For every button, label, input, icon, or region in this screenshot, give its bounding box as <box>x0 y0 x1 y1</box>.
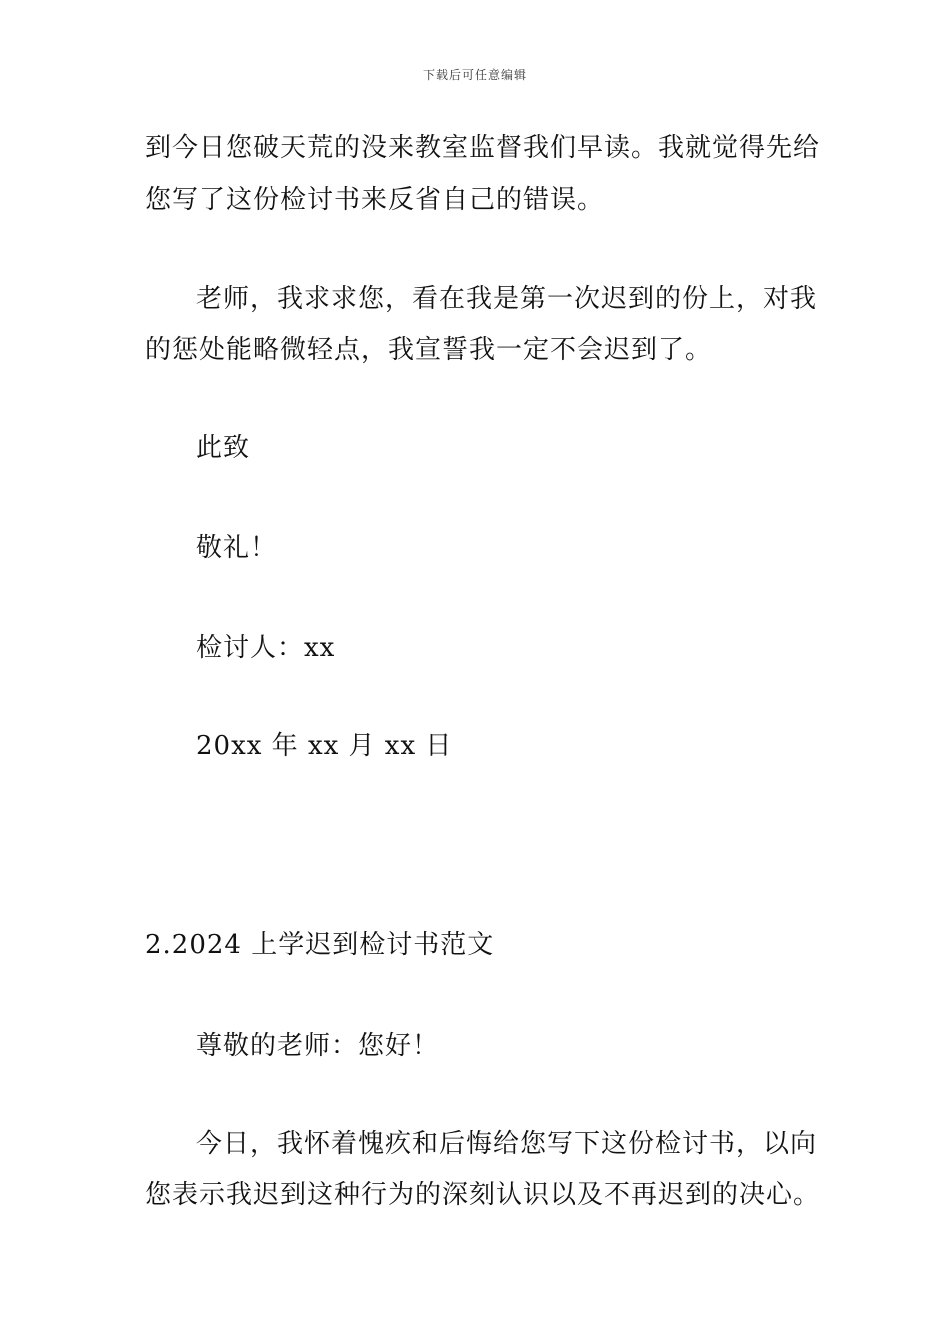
closing-text: 此致 <box>196 433 251 463</box>
section-title: 2.2024 上学迟到检讨书范文 <box>145 930 495 960</box>
paragraph-2-line-2: 的惩处能略微轻点，我宣誓我一定不会迟到了。 <box>145 335 713 365</box>
paragraph-1-line-1: 到今日您破天荒的没来教室监督我们早读。我就觉得先给 <box>145 133 821 163</box>
signer-text: 检讨人：xx <box>196 633 336 663</box>
paragraph-3-line-2: 您表示我迟到这种行为的深刻认识以及不再迟到的决心。 <box>145 1180 821 1210</box>
salute-text: 敬礼！ <box>196 533 278 563</box>
date-text: 20xx 年 xx 月 xx 日 <box>196 731 453 761</box>
greeting-text: 尊敬的老师：您好！ <box>196 1031 440 1061</box>
page-header: 下载后可任意编辑 <box>422 68 527 82</box>
paragraph-1-line-2: 您写了这份检讨书来反省自己的错误。 <box>145 185 605 215</box>
paragraph-2-line-1: 老师，我求求您，看在我是第一次迟到的份上，对我 <box>196 284 818 314</box>
paragraph-3-line-1: 今日，我怀着愧疚和后悔给您写下这份检讨书，以向 <box>196 1129 818 1159</box>
